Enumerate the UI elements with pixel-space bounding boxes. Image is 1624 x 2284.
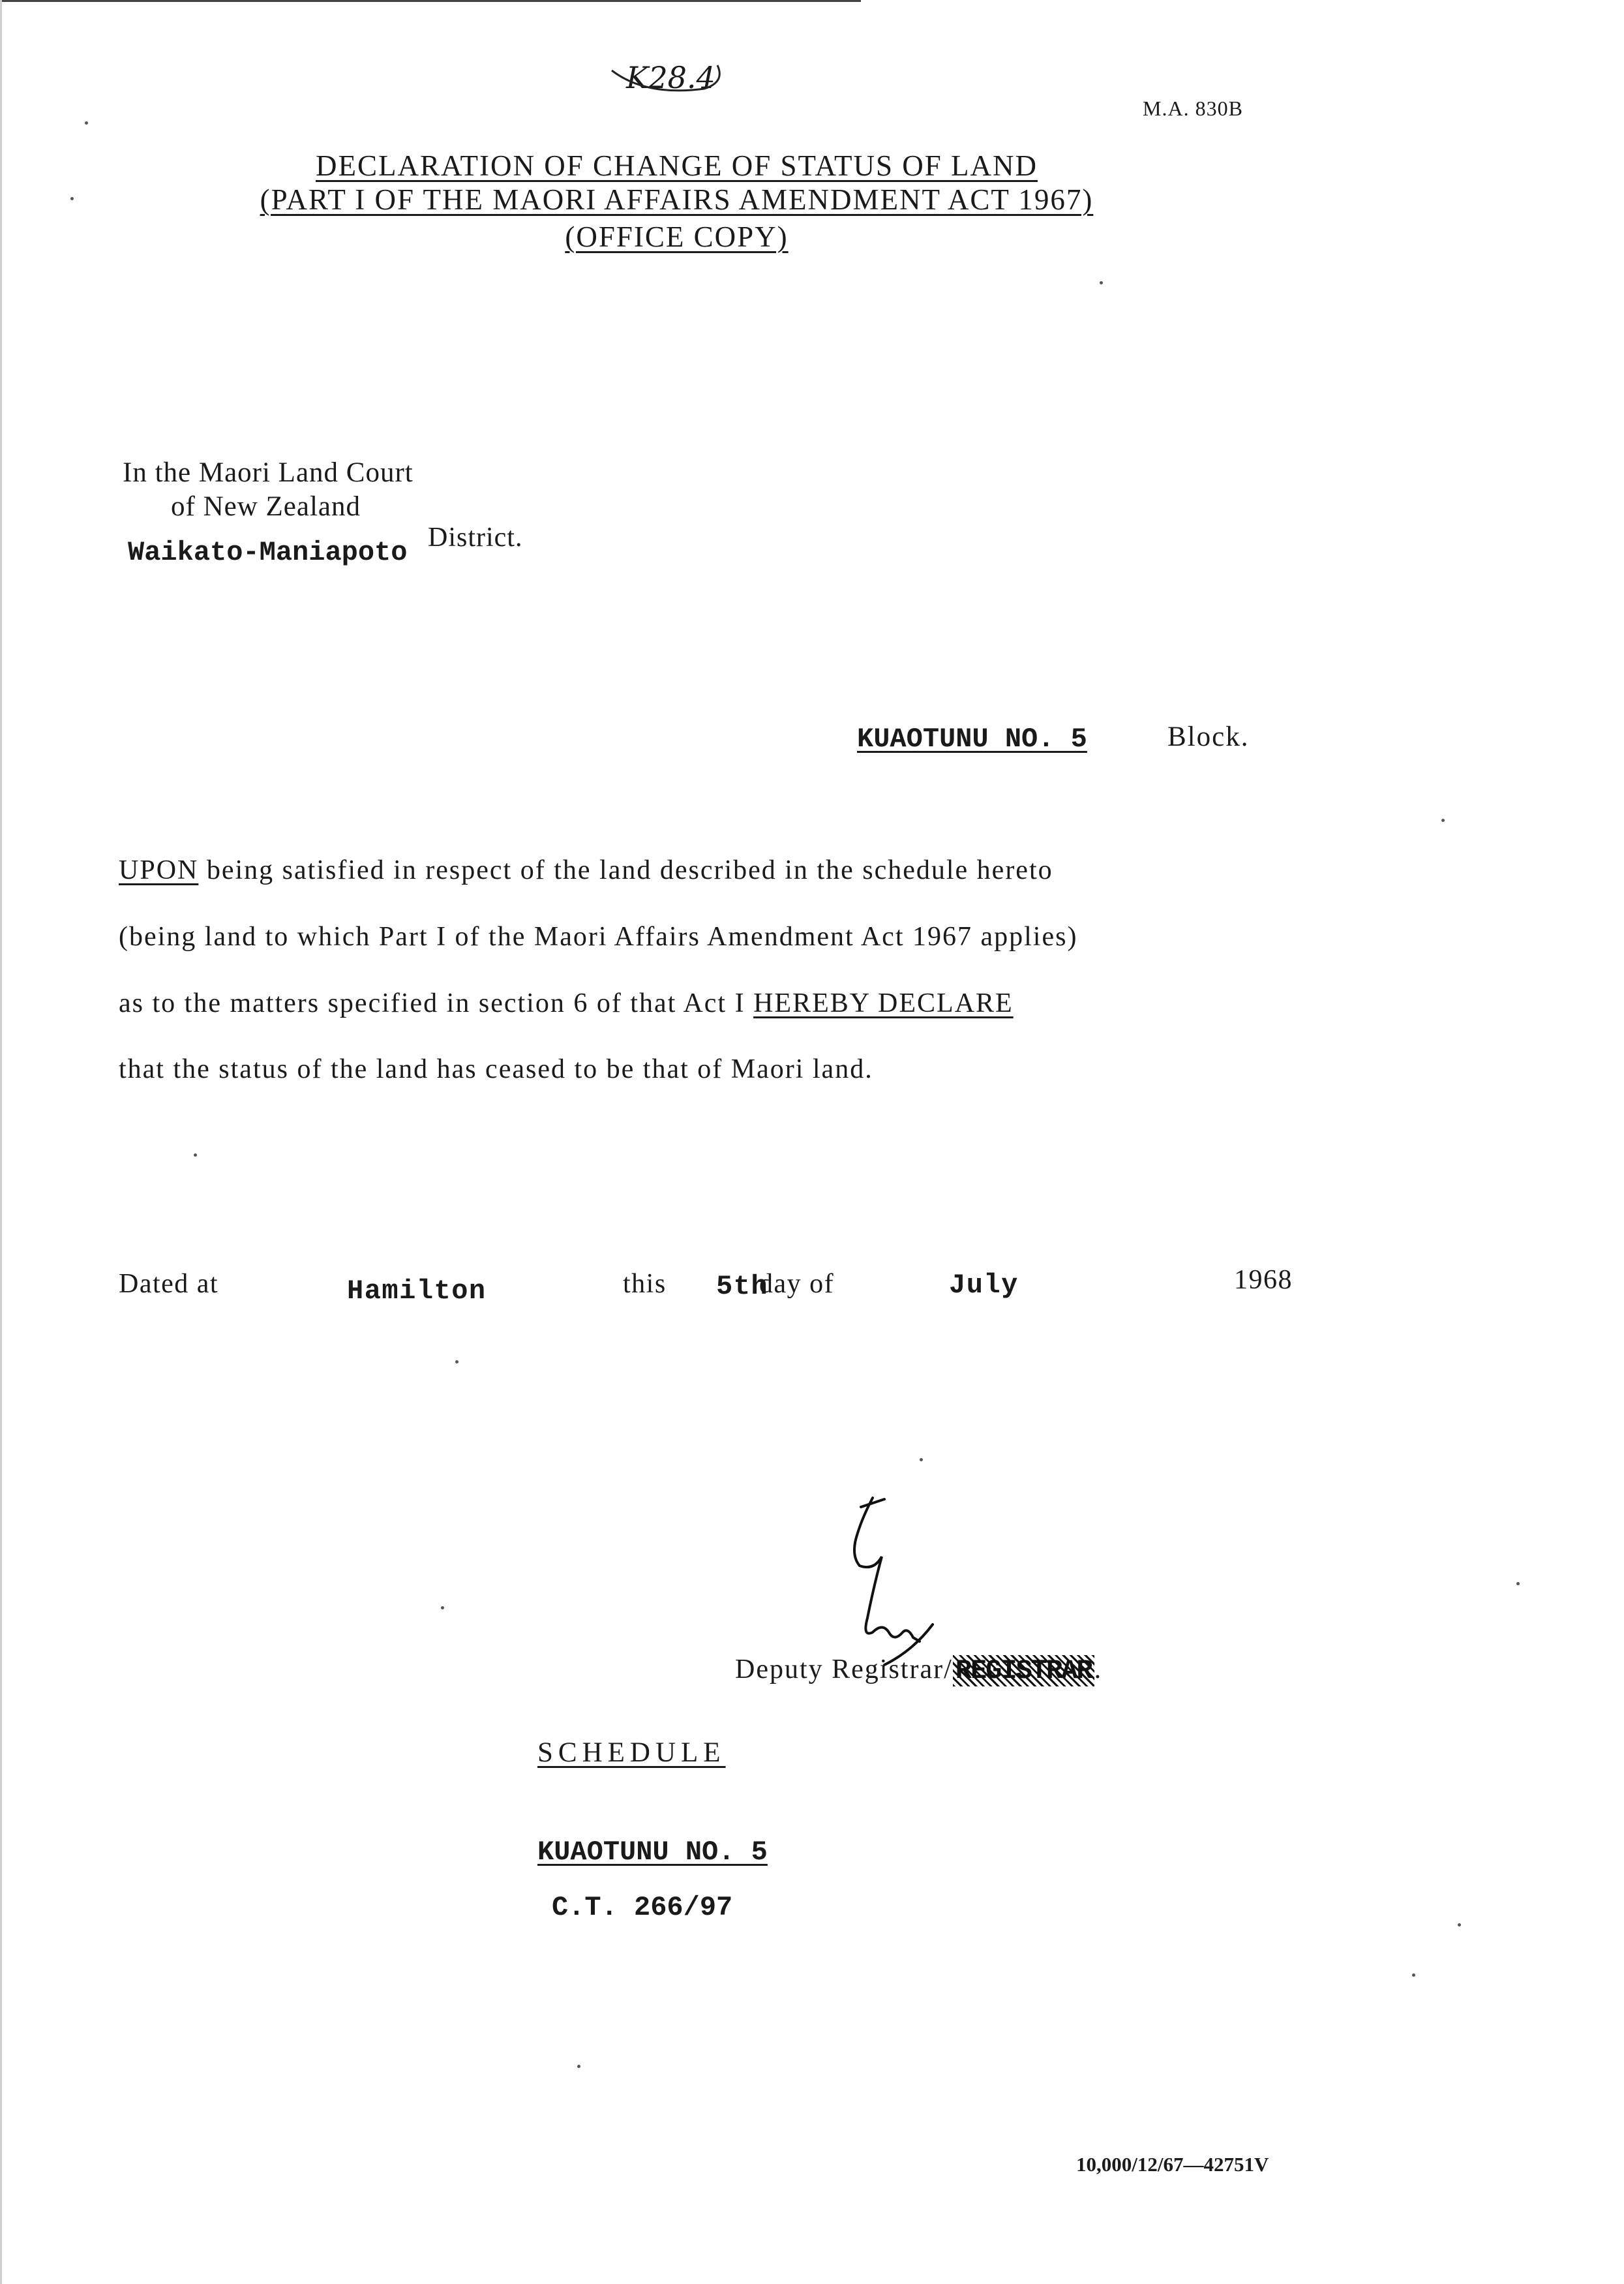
hereby-declare: HEREBY DECLARE — [753, 988, 1014, 1018]
scan-speck — [194, 1153, 197, 1157]
dated-at-label: Dated at — [119, 1269, 219, 1299]
schedule-title: SCHEDULE — [537, 1737, 726, 1768]
signatory-trailing: . — [1094, 1654, 1103, 1684]
district-label: District. — [428, 523, 523, 553]
dated-day: 5th — [716, 1271, 769, 1302]
upon-word: UPON — [119, 855, 199, 885]
handwritten-reference-mark — [626, 60, 715, 95]
scan-speck — [455, 1360, 459, 1363]
signatory-title-text: Deputy Registrar/ — [735, 1654, 953, 1684]
scan-speck — [70, 197, 74, 200]
reference-mark-text: K28.4 — [626, 60, 715, 95]
this-label: this — [623, 1269, 667, 1299]
court-line-2: of New Zealand — [171, 491, 361, 522]
dated-year: 1968 — [1234, 1265, 1293, 1295]
scan-top-edge — [0, 0, 861, 2]
schedule-certificate: C.T. 266/97 — [552, 1892, 733, 1923]
struck-out-text: REGISTRAR — [953, 1655, 1094, 1686]
scan-speck — [1412, 1973, 1415, 1977]
scan-speck — [920, 1458, 923, 1461]
dated-month: July — [949, 1270, 1019, 1301]
declaration-line-2: (being land to which Part I of the Maori Affairs Amendment Act 1967 applies) — [119, 922, 1078, 952]
block-label: Block. — [1167, 722, 1250, 752]
scan-left-edge — [0, 0, 2, 2284]
block-name: KUAOTUNU NO. 5 — [857, 723, 1087, 755]
declaration-line-1 — [119, 855, 1053, 886]
declaration-line-1-text: being satisfied in respect of the land described in the schedule hereto — [198, 855, 1053, 885]
district-name: Waikato-Maniapoto — [128, 537, 408, 568]
title-line-2: (PART I OF THE MAORI AFFAIRS AMENDMENT ACT 1967) — [260, 183, 1094, 216]
schedule-block: KUAOTUNU NO. 5 — [537, 1836, 768, 1868]
dated-place: Hamilton — [347, 1275, 487, 1307]
scan-speck — [577, 2065, 580, 2068]
scan-speck — [1458, 1923, 1461, 1926]
signatory-title — [735, 1654, 1102, 1686]
signature — [822, 1494, 946, 1670]
day-of-label: day of — [759, 1269, 835, 1299]
scan-speck — [1441, 819, 1445, 822]
title-line-3: (OFFICE COPY) — [565, 221, 789, 253]
scan-speck — [441, 1606, 444, 1609]
scan-speck — [85, 121, 88, 125]
form-code: M.A. 830B — [1143, 97, 1243, 120]
print-code: 10,000/12/67—42751V — [1076, 2153, 1269, 2176]
scan-speck — [1100, 281, 1103, 284]
scan-speck — [1516, 1582, 1520, 1585]
declaration-line-3-text: as to the matters specified in section 6 of that Act I — [119, 988, 754, 1018]
declaration-line-4: that the status of the land has ceased to be that of Maori land. — [119, 1054, 873, 1084]
declaration-line-3 — [119, 988, 1014, 1019]
title-line-1: DECLARATION OF CHANGE OF STATUS OF LAND — [316, 149, 1038, 182]
court-line-1: In the Maori Land Court — [123, 457, 414, 488]
